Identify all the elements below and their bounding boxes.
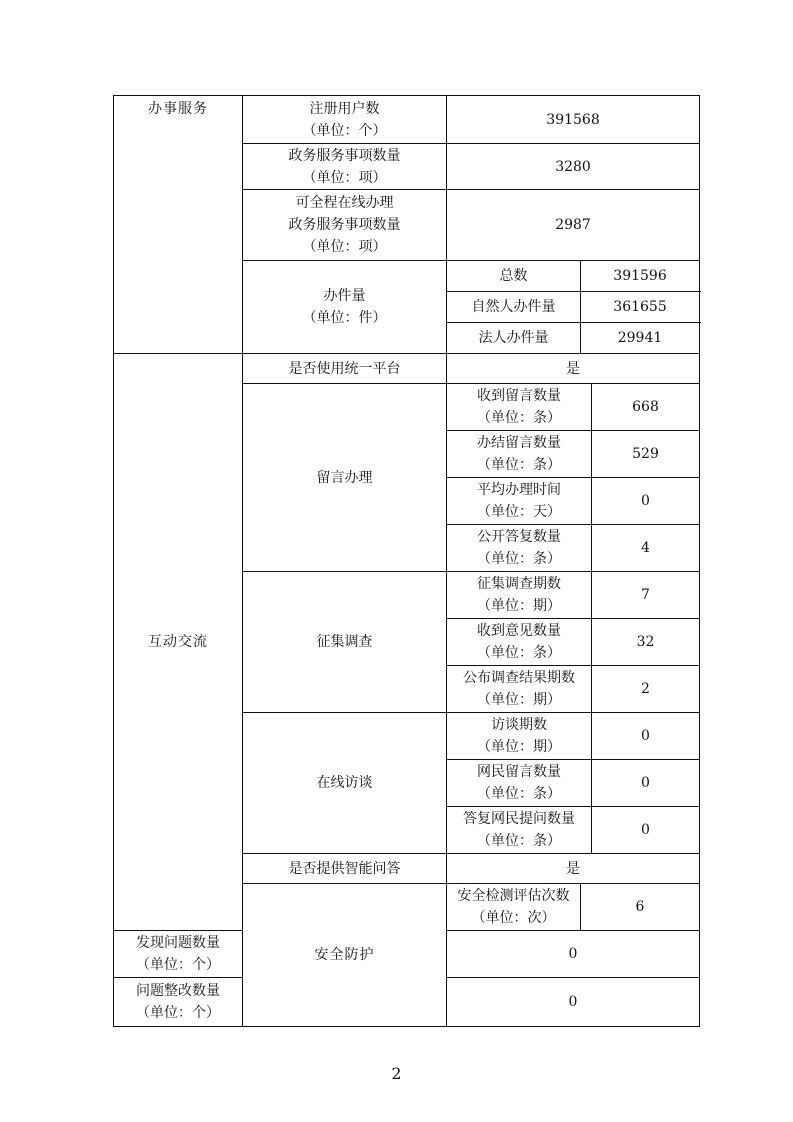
label-text: 问题整改数量	[136, 983, 220, 999]
group-label: 留言办理	[243, 384, 447, 572]
sub-label: 法人办件量	[447, 323, 581, 354]
label-text: 答复网民提问数量	[463, 811, 575, 827]
unit-text: （单位：条）	[477, 786, 561, 802]
label-text: 办件量	[323, 288, 366, 304]
category-security: 安全防护	[243, 884, 447, 1027]
value-cell: 0	[592, 713, 700, 760]
value-cell: 391568	[447, 96, 700, 144]
unit-text: （单位：项）	[302, 169, 387, 186]
value-cell: 529	[592, 431, 700, 478]
value-cell: 0	[447, 931, 700, 978]
unit-text: （单位：次）	[471, 910, 556, 926]
sub-label	[447, 384, 592, 431]
label-text: 征集调查期数	[477, 576, 561, 592]
unit-text: （单位：个）	[136, 957, 220, 973]
label-text: 注册用户数	[309, 100, 380, 117]
group-label: 在线访谈	[243, 713, 447, 854]
item-label	[447, 884, 581, 931]
table-row	[114, 354, 700, 384]
value-cell: 0	[592, 478, 700, 525]
sub-label	[447, 666, 592, 713]
unit-text: （单位：条）	[477, 833, 561, 849]
page-number: 2	[391, 1064, 402, 1083]
value-cell: 361655	[581, 292, 700, 323]
value-cell: 3280	[447, 144, 700, 190]
label-text: 安全检测评估次数	[457, 888, 570, 904]
statistics-table	[113, 95, 700, 1027]
unit-text: （单位：期）	[477, 598, 561, 614]
value-cell: 391596	[581, 261, 700, 292]
label-text: 公布调查结果期数	[463, 670, 575, 686]
unit-text: （单位：期）	[477, 739, 561, 755]
unit-text: （单位：期）	[477, 692, 561, 708]
value-cell: 是	[447, 354, 700, 384]
value-cell: 6	[581, 884, 700, 931]
sub-label	[447, 431, 592, 478]
label-text: 公开答复数量	[477, 529, 561, 545]
unit-text: （单位：条）	[477, 645, 561, 661]
item-label	[243, 144, 447, 190]
table-row	[114, 96, 700, 144]
value-cell: 0	[592, 760, 700, 807]
unit-text: （单位：天）	[477, 504, 561, 520]
label-text: 收到意见数量	[477, 623, 561, 639]
value-cell: 2987	[447, 190, 700, 261]
unit-text: （单位：件）	[302, 310, 387, 326]
label-text: 网民留言数量	[477, 764, 561, 780]
value-cell: 32	[592, 619, 700, 666]
value-cell: 668	[592, 384, 700, 431]
unit-text: （单位：项）	[302, 239, 387, 255]
category-interaction: 互动交流	[114, 354, 243, 931]
sub-label	[447, 525, 592, 572]
value-cell: 29941	[581, 323, 700, 354]
unit-text: （单位：个）	[136, 1005, 220, 1021]
sub-label	[447, 807, 592, 854]
sub-label: 自然人办件量	[447, 292, 581, 323]
sub-label: 总数	[447, 261, 581, 292]
label-text: 收到留言数量	[477, 388, 561, 404]
item-label	[114, 931, 243, 978]
sub-label	[447, 478, 592, 525]
label-text: 发现问题数量	[136, 935, 220, 951]
item-label	[243, 261, 447, 354]
label-text: 政务服务事项数量	[288, 217, 401, 233]
item-label: 是否使用统一平台	[243, 354, 447, 384]
label-text: 办结留言数量	[477, 435, 561, 451]
value-cell: 2	[592, 666, 700, 713]
value-cell: 是	[447, 854, 700, 884]
sub-label	[447, 572, 592, 619]
label-text: 政务服务事项数量	[288, 147, 401, 164]
unit-text: （单位：个）	[302, 122, 387, 139]
label-text: 平均办理时间	[477, 482, 561, 498]
unit-text: （单位：条）	[477, 457, 561, 473]
category-service: 办事服务	[114, 96, 243, 354]
value-cell: 7	[592, 572, 700, 619]
sub-label	[447, 760, 592, 807]
value-cell: 0	[592, 807, 700, 854]
item-label	[243, 96, 447, 144]
value-cell: 0	[447, 978, 700, 1027]
value-cell: 4	[592, 525, 700, 572]
label-text: 访谈期数	[491, 717, 547, 733]
sub-label	[447, 713, 592, 760]
unit-text: （单位：条）	[477, 551, 561, 567]
item-label	[243, 190, 447, 261]
unit-text: （单位：条）	[477, 410, 561, 426]
label-text: 可全程在线办理	[295, 195, 394, 211]
item-label	[114, 978, 243, 1027]
group-label: 征集调查	[243, 572, 447, 713]
item-label: 是否提供智能问答	[243, 854, 447, 884]
sub-label	[447, 619, 592, 666]
